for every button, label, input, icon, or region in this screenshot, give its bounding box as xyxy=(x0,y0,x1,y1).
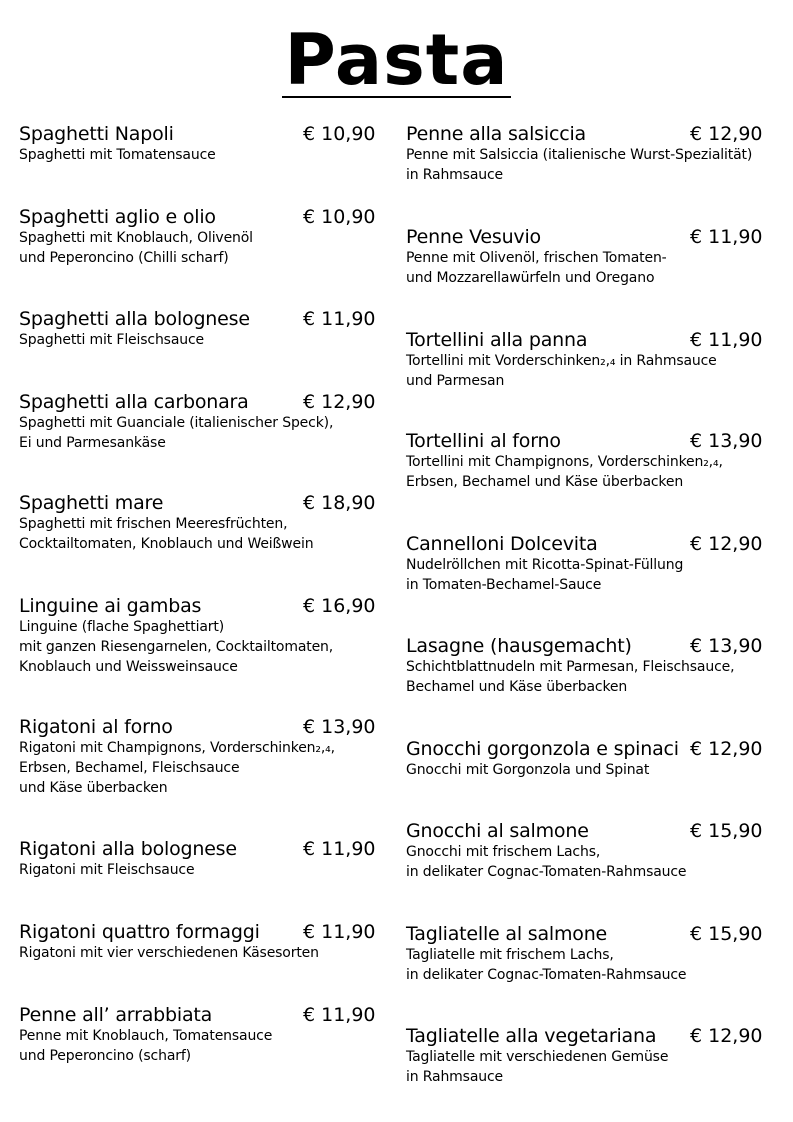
menu-item xyxy=(19,1004,379,1066)
menu-item xyxy=(406,533,786,595)
menu-item xyxy=(19,206,379,268)
dish-price: € 11,90 xyxy=(303,1004,376,1026)
dish-description: Linguine (flache Spaghettiart) mit ganzen Riesengarnelen, Cocktailtomaten, Knoblauch und Weissweinsauce xyxy=(19,619,334,675)
dish-price: € 15,90 xyxy=(690,820,763,842)
dish-price: € 15,90 xyxy=(690,923,763,945)
dish-description: Spaghetti mit Fleischsauce xyxy=(19,332,204,348)
dish-description: Penne mit Knoblauch, Tomatensauce und Peperoncino (scharf) xyxy=(19,1028,273,1064)
dish-price: € 10,90 xyxy=(303,123,376,145)
dish-description: Nudelröllchen mit Ricotta-Spinat-Füllung in Tomaten-Bechamel-Sauce xyxy=(406,557,684,593)
dish-price: € 11,90 xyxy=(690,226,763,248)
menu-item xyxy=(19,595,379,677)
dish-price: € 13,90 xyxy=(690,635,763,657)
menu-item xyxy=(19,838,379,880)
dish-price: € 12,90 xyxy=(690,738,763,760)
dish-name: Spaghetti alla carbonara xyxy=(19,391,249,413)
dish-description: Gnocchi mit Gorgonzola und Spinat xyxy=(406,762,650,778)
dish-name: Spaghetti alla bolognese xyxy=(19,308,250,330)
menu-item xyxy=(406,329,786,391)
dish-name: Linguine ai gambas xyxy=(19,595,202,617)
menu-item xyxy=(406,923,786,985)
dish-price: € 11,90 xyxy=(303,921,376,943)
dish-description: Spaghetti mit Guanciale (italienischer Speck), Ei und Parmesankäse xyxy=(19,415,334,451)
dish-price: € 18,90 xyxy=(303,492,376,514)
title-text: Pasta xyxy=(284,19,509,101)
dish-price: € 10,90 xyxy=(303,206,376,228)
menu-item xyxy=(406,226,786,288)
dish-name: Rigatoni al forno xyxy=(19,716,173,738)
menu-item xyxy=(19,308,379,350)
dish-name: Penne Vesuvio xyxy=(406,226,541,248)
dish-description: Schichtblattnudeln mit Parmesan, Fleischsauce, Bechamel und Käse überbacken xyxy=(406,659,735,695)
dish-name: Cannelloni Dolcevita xyxy=(406,533,598,555)
menu-item xyxy=(19,123,379,165)
dish-name: Tagliatelle alla vegetariana xyxy=(406,1025,657,1047)
dish-description: Rigatoni mit vier verschiedenen Käsesorten xyxy=(19,945,319,961)
dish-description: Penne mit Salsiccia (italienische Wurst-Spezialität) in Rahmsauce xyxy=(406,147,753,183)
dish-name: Tagliatelle al salmone xyxy=(406,923,608,945)
dish-price: € 11,90 xyxy=(303,838,376,860)
page-title xyxy=(0,18,793,102)
dish-name: Spaghetti aglio e olio xyxy=(19,206,216,228)
menu-item xyxy=(406,635,786,697)
dish-name: Gnocchi al salmone xyxy=(406,820,589,842)
dish-description: Rigatoni mit Fleischsauce xyxy=(19,862,195,878)
dish-description: Penne mit Olivenöl, frischen Tomaten- und Mozzarellawürfeln und Oregano xyxy=(406,250,667,286)
menu-item xyxy=(19,391,379,453)
dish-name: Lasagne (hausgemacht) xyxy=(406,635,632,657)
dish-name: Gnocchi gorgonzola e spinaci xyxy=(406,738,679,760)
dish-name: Penne alla salsiccia xyxy=(406,123,586,145)
dish-price: € 12,90 xyxy=(303,391,376,413)
menu-item xyxy=(406,1025,786,1087)
dish-description: Tagliatelle mit verschiedenen Gemüse in Rahmsauce xyxy=(406,1049,669,1085)
dish-name: Rigatoni quattro formaggi xyxy=(19,921,260,943)
dish-description: Tortellini mit Champignons, Vorderschinken₂,₄, Erbsen, Bechamel und Käse überbacken xyxy=(406,454,723,490)
dish-price: € 12,90 xyxy=(690,123,763,145)
dish-name: Spaghetti Napoli xyxy=(19,123,174,145)
dish-name: Spaghetti mare xyxy=(19,492,164,514)
dish-price: € 11,90 xyxy=(303,308,376,330)
dish-price: € 12,90 xyxy=(690,533,763,555)
dish-price: € 11,90 xyxy=(690,329,763,351)
dish-name: Tortellini alla panna xyxy=(406,329,588,351)
dish-price: € 13,90 xyxy=(690,430,763,452)
dish-description: Rigatoni mit Champignons, Vorderschinken₂,₄, Erbsen, Bechamel, Fleischsauce und Käse überbacken xyxy=(19,740,335,796)
menu-item xyxy=(19,492,379,554)
menu-item xyxy=(406,123,786,185)
dish-name: Penne all’ arrabbiata xyxy=(19,1004,213,1026)
dish-name: Tortellini al forno xyxy=(406,430,561,452)
dish-price: € 16,90 xyxy=(303,595,376,617)
dish-name: Rigatoni alla bolognese xyxy=(19,838,237,860)
menu-item xyxy=(406,430,786,492)
menu-item xyxy=(406,820,786,882)
menu-item xyxy=(406,738,786,780)
dish-description: Spaghetti mit Tomatensauce xyxy=(19,147,216,163)
menu-item xyxy=(19,921,379,963)
dish-price: € 12,90 xyxy=(690,1025,763,1047)
dish-description: Spaghetti mit frischen Meeresfrüchten, Cocktailtomaten, Knoblauch und Weißwein xyxy=(19,516,314,552)
menu-item xyxy=(19,716,379,798)
dish-price: € 13,90 xyxy=(303,716,376,738)
dish-description: Gnocchi mit frischem Lachs, in delikater Cognac-Tomaten-Rahmsauce xyxy=(406,844,687,880)
dish-description: Spaghetti mit Knoblauch, Olivenöl und Peperoncino (Chilli scharf) xyxy=(19,230,253,266)
dish-description: Tortellini mit Vorderschinken₂,₄ in Rahmsauce und Parmesan xyxy=(406,353,717,389)
dish-description: Tagliatelle mit frischem Lachs, in delikater Cognac-Tomaten-Rahmsauce xyxy=(406,947,687,983)
